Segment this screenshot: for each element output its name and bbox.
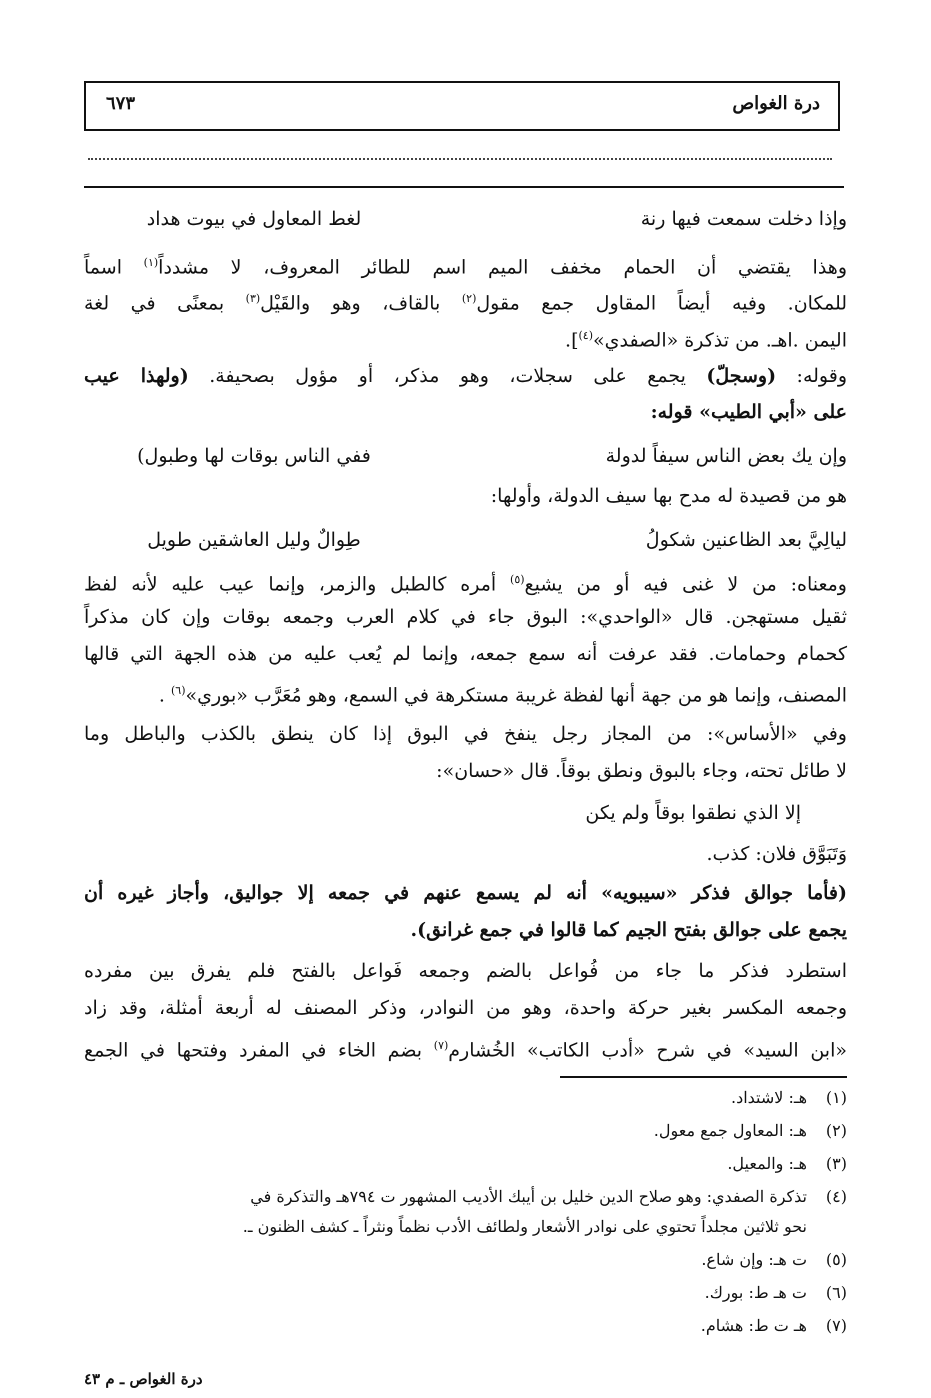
text-run: «ابن السيد» في شرح «أدب الكاتب» الخُشارم bbox=[448, 1039, 848, 1062]
running-header bbox=[84, 81, 840, 131]
text-run: اليمن .اهـ. من تذكرة «الصفدي» bbox=[593, 329, 847, 352]
text-run: بضم الخاء في المفرد وفتحها في الجمع bbox=[84, 1039, 434, 1062]
paragraph-7-line-2: يجمع على جوالق بفتح الجيم كما قالوا في جمع غرانق). bbox=[410, 919, 847, 941]
footnote-ref: (٢) bbox=[461, 292, 477, 305]
text-run: يجمع على سجلات، وهو مذكر، أو مؤول بصحيفة. bbox=[188, 365, 707, 387]
paragraph-2-line-1 bbox=[84, 360, 847, 392]
page-number: ٦٧٣ bbox=[106, 93, 136, 114]
paragraph-8-line-2: وجمعه المكسر بغير حركة واحدة، وهو من النوادر، وذكر المصنف له أربعة أمثلة، وقد زاد bbox=[84, 997, 847, 1019]
footnote-text: ت هـ ط: بورك. bbox=[704, 1283, 807, 1302]
text-run: ومعناه: من لا غنى فيه أو من يشيع bbox=[524, 573, 847, 596]
footnote-text: تذكرة الصفدي: وهو صلاح الدين خليل بن أيبك الأديب المشهور ت ٧٩٤هـ والتذكرة في bbox=[250, 1187, 807, 1206]
paragraph-4-line-1 bbox=[84, 564, 847, 600]
paragraph-4-line-4 bbox=[84, 675, 847, 711]
text-run: وقوله: bbox=[776, 365, 848, 387]
text-run: للمكان. وفيه أيضاً المقاول جمع مقول bbox=[476, 292, 848, 315]
text-run: وهذا يقتضي أن الحمام مخفف الميم اسم للطائر المعروف، لا مشدداً bbox=[158, 256, 847, 279]
verse-3-first-hemistich: ليالِيَّ بعد الظاعنين شكولُ bbox=[645, 529, 847, 551]
footnote-text: ت هـ: وإن شاع. bbox=[701, 1250, 807, 1269]
text-run: . bbox=[158, 684, 171, 707]
paragraph-5-line-2: لا طائل تحته، وجاء بالبوق ونطق بوقاً. قال «حسان»: bbox=[436, 760, 847, 782]
paragraph-8-line-1: استطرد فذكر ما جاء من فُواعل بالضم وجمعه فَواعل بالفتح فلم يفرق بين مفرده bbox=[84, 960, 847, 982]
paragraph-1-line-2 bbox=[84, 283, 847, 319]
footnote-text: هـ: المعاول جمع معول. bbox=[653, 1121, 807, 1140]
footnote-ref: (٤) bbox=[578, 329, 593, 342]
verse-3-second-hemistich: طِوالٌ وليل العاشقين طويل bbox=[147, 529, 361, 551]
top-divider bbox=[84, 186, 844, 188]
footnote-ref: (٣) bbox=[245, 292, 261, 305]
footnote-ref: (٦) bbox=[170, 684, 186, 697]
footnote-ref: (٥) bbox=[510, 573, 525, 586]
paragraph-8-line-3 bbox=[84, 1030, 847, 1066]
header-title: درة الغواص bbox=[732, 93, 820, 114]
verse-4-hemistich: إلا الذي نطقوا بوقاً ولم يكن bbox=[585, 802, 801, 824]
footnote-number: (٣) bbox=[825, 1154, 847, 1173]
footnote-6 bbox=[84, 1279, 847, 1307]
verse-1-second-hemistich: لغط المعاول في بيوت هداد bbox=[146, 208, 362, 230]
footnote-number: (٢) bbox=[825, 1121, 847, 1140]
footnote-4-continuation: نحو ثلاثين مجلداً تحتوي على نوادر الأشعار ولطائف الأدب نظماً ونثراً ـ كشف الظنون ـ. bbox=[242, 1217, 807, 1236]
footnote-text: هـ: والمعيل. bbox=[727, 1154, 807, 1173]
footnote-ref: (٧) bbox=[433, 1039, 449, 1052]
text-run: اسماً bbox=[84, 256, 144, 279]
footnote-1 bbox=[84, 1084, 847, 1112]
dotted-divider bbox=[88, 158, 832, 160]
text-run: بمعنًى في لغة bbox=[84, 292, 246, 315]
footnote-5 bbox=[84, 1246, 847, 1274]
paragraph-1-line-3 bbox=[84, 320, 847, 356]
footnote-4 bbox=[84, 1183, 847, 1211]
footnote-7 bbox=[84, 1312, 847, 1340]
paragraph-4-line-3: كحمام وحمامات. فقد عرفت أنه سمع جمعه، وإنما لم يُعب عليه من هذه الجهة التي قالها bbox=[84, 643, 847, 665]
paragraph-2-line-2: على «أبي الطيب» قوله: bbox=[650, 401, 847, 423]
quoted-matn: (ولهذا عيب bbox=[84, 365, 189, 387]
verse-1-first-hemistich: وإذا دخلت سمعت فيها رنة bbox=[640, 208, 847, 230]
footnote-2 bbox=[84, 1117, 847, 1145]
verse-2-first-hemistich: وإن يك بعض الناس سيفاً لدولة bbox=[605, 445, 847, 467]
paragraph-5-line-1: وفي «الأساس»: من المجاز رجل ينفخ في البوق إذا كان ينطق بالكذب والباطل وما bbox=[84, 723, 847, 745]
footnote-3 bbox=[84, 1150, 847, 1178]
footnote-divider bbox=[560, 1076, 847, 1078]
paragraph-1-line-1 bbox=[84, 247, 847, 283]
footnote-text: هـ: لاشتداد. bbox=[730, 1088, 807, 1107]
footnote-text: هـ ت ط: هشام. bbox=[700, 1316, 807, 1335]
paragraph-7-line-1: (فأما جوالق فذكر «سيبويه» أنه لم يسمع عنهم في جمعه إلا جواليق، وأجاز غيره أن bbox=[84, 882, 847, 904]
text-run: ]. bbox=[565, 329, 579, 352]
footnote-number: (٧) bbox=[825, 1316, 847, 1335]
footnote-number: (١) bbox=[825, 1088, 847, 1107]
text-run: بالقاف، وهو والقَيْل bbox=[260, 292, 462, 315]
quoted-term: (وسجلّ) bbox=[706, 365, 777, 387]
footnote-number: (٦) bbox=[825, 1283, 847, 1302]
paragraph-6: وَتَبَوَّق فلان: كذب. bbox=[706, 843, 847, 865]
paragraph-3: هو من قصيدة له مدح بها سيف الدولة، وأولها: bbox=[490, 485, 847, 507]
verse-2-second-hemistich: ففي الناس بوقات لها وطبول) bbox=[137, 445, 371, 467]
text-run: أمره كالطبل والزمر، وإنما عيب عليه لأنه لفظ bbox=[84, 573, 511, 596]
footnote-ref: (١) bbox=[143, 256, 159, 269]
footnote-number: (٤) bbox=[825, 1187, 847, 1206]
footnote-number: (٥) bbox=[825, 1250, 847, 1269]
page-signature: درة الغواص ـ م ٤٣ bbox=[84, 1370, 203, 1388]
text-run: المصنف، وإنما هو من جهة أنها لفظة غريبة مستكرهة في السمع، وهو مُعَرَّب «بوري» bbox=[185, 684, 847, 707]
paragraph-4-line-2: ثقيل مستهجن. قال «الواحدي»: البوق جاء في كلام العرب وجمعه بوقات وإن كان مذكراً bbox=[84, 606, 847, 628]
